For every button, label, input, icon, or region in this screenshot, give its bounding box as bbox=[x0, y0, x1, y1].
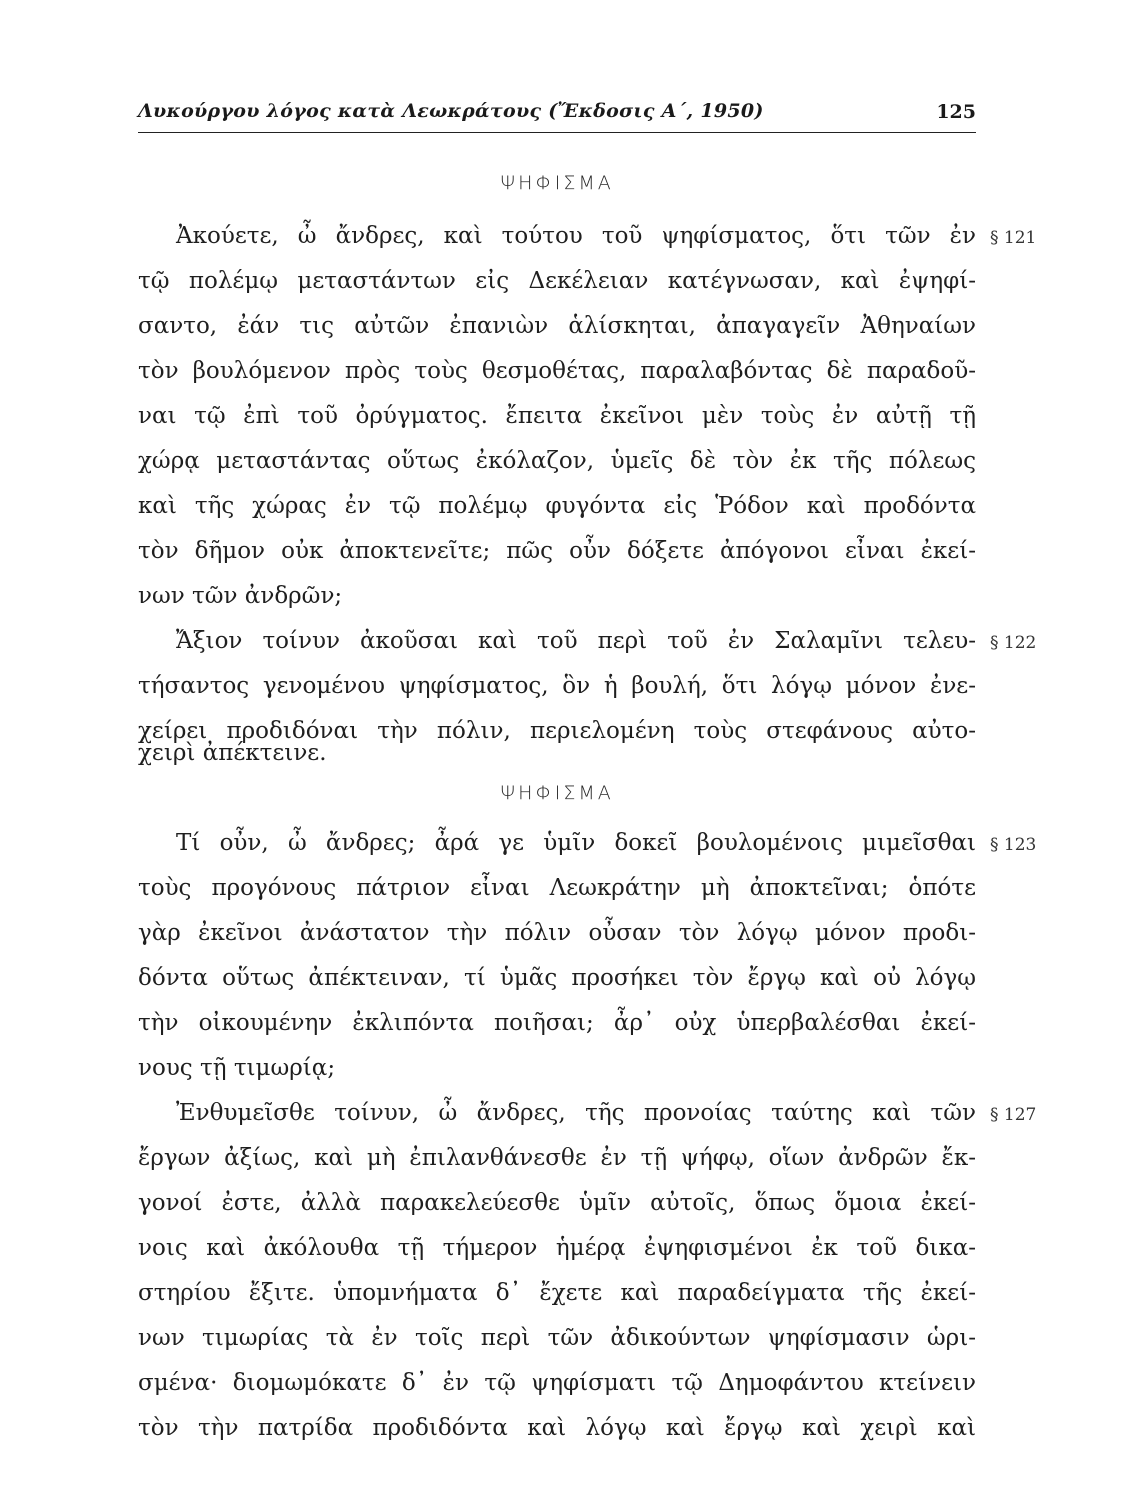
text-line: χειρὶ ἀπέκτεινε. bbox=[138, 740, 327, 766]
text-line: νους τῇ τιμωρίᾳ; bbox=[138, 1055, 336, 1081]
text-line: καὶ τῆς χώρας ἐν τῷ πολέμῳ φυγόντα εἰς Ῥόδον καὶ προδόντα bbox=[138, 493, 976, 519]
section-ref: § 127 bbox=[990, 1105, 1037, 1125]
text-line: σαντο, ἐάν τις αὐτῶν ἐπανιὼν ἁλίσκηται, ἀπαγαγεῖν Ἀθηναίων bbox=[138, 313, 976, 339]
text-line: γὰρ ἐκεῖνοι ἀνάστατον τὴν πόλιν οὖσαν τὸν λόγῳ μόνον προδι- bbox=[138, 920, 976, 946]
text-line: χείρει προδιδόναι τὴν πόλιν, περιελομένη τοὺς στεφάνους αὐτο- bbox=[138, 718, 976, 744]
text-line: Τί οὖν, ὦ ἄνδρες; ἆρά γε ὑμῖν δοκεῖ βουλομένοις μιμεῖσθαι bbox=[176, 830, 976, 856]
text-line: ἔργων ἀξίως, καὶ μὴ ἐπιλανθάνεσθε ἐν τῇ ψήφῳ, οἵων ἀνδρῶν ἔκ- bbox=[138, 1145, 976, 1171]
text-line: στηρίου ἔξιτε. ὑπομνήματα δ᾽ ἔχετε καὶ παραδείγματα τῆς ἐκεί- bbox=[138, 1280, 976, 1306]
text-line: τῷ πολέμῳ μεταστάντων εἰς Δεκέλειαν κατέγνωσαν, καὶ ἐψηφί- bbox=[138, 268, 976, 294]
text-line: δόντα οὕτως ἀπέκτειναν, τί ὑμᾶς προσήκει τὸν ἔργῳ καὶ οὐ λόγῳ bbox=[138, 965, 976, 991]
text-line: ναι τῷ ἐπὶ τοῦ ὀρύγματος. ἔπειτα ἐκεῖνοι μὲν τοὺς ἐν αὐτῇ τῇ bbox=[138, 403, 976, 429]
text-line: τὸν τὴν πατρίδα προδιδόντα καὶ λόγῳ καὶ ἔργῳ καὶ χειρὶ καὶ bbox=[138, 1415, 976, 1441]
header-title: Λυκούργου λόγος κατὰ Λεωκράτους (Ἔκδοσις Α΄, 1950) bbox=[138, 100, 764, 122]
text-line: Ἄξιον τοίνυν ἀκοῦσαι καὶ τοῦ περὶ τοῦ ἐν Σαλαμῖνι τελευ- bbox=[176, 628, 976, 654]
section-ref: § 123 bbox=[990, 835, 1037, 855]
text-line: τὸν δῆμον οὐκ ἀποκτενεῖτε; πῶς οὖν δόξετε ἀπόγονοι εἶναι ἐκεί- bbox=[138, 538, 976, 564]
running-header bbox=[138, 100, 976, 133]
text-line: νων τιμωρίας τὰ ἐν τοῖς περὶ τῶν ἀδικούντων ψηφίσμασιν ὡρι- bbox=[138, 1325, 976, 1351]
text-line: νων τῶν ἀνδρῶν; bbox=[138, 583, 343, 609]
text-line: χώρᾳ μεταστάντας οὕτως ἐκόλαζον, ὑμεῖς δὲ τὸν ἐκ τῆς πόλεως bbox=[138, 448, 976, 474]
text-line: τοὺς προγόνους πάτριον εἶναι Λεωκράτην μὴ ἀποκτεῖναι; ὁπότε bbox=[138, 875, 976, 901]
text-line: τὴν οἰκουμένην ἐκλιπόντα ποιῆσαι; ἆρ᾽ οὐχ ὑπερβαλέσθαι ἐκεί- bbox=[138, 1010, 976, 1036]
section-heading: ΨΗΦΙΣΜΑ bbox=[500, 172, 614, 194]
text-line: τὸν βουλόμενον πρὸς τοὺς θεσμοθέτας, παραλαβόντας δὲ παραδοῦ- bbox=[138, 358, 976, 384]
text-line: τήσαντος γενομένου ψηφίσματος, ὃν ἡ βουλή, ὅτι λόγῳ μόνον ἐνε- bbox=[138, 673, 976, 699]
text-line: Ἐνθυμεῖσθε τοίνυν, ὦ ἄνδρες, τῆς προνοίας ταύτης καὶ τῶν bbox=[176, 1100, 976, 1126]
section-ref: § 121 bbox=[990, 228, 1037, 248]
text-line: σμένα· διομωμόκατε δ᾽ ἐν τῷ ψηφίσματι τῷ Δημοφάντου κτείνειν bbox=[138, 1370, 976, 1396]
text-line: γονοί ἐστε, ἀλλὰ παρακελεύεσθε ὑμῖν αὐτοῖς, ὅπως ὅμοια ἐκεί- bbox=[138, 1190, 976, 1216]
text-line: νοις καὶ ἀκόλουθα τῇ τήμερον ἡμέρᾳ ἐψηφισμένοι ἐκ τοῦ δικα- bbox=[138, 1235, 976, 1261]
text-line: Ἀκούετε, ὦ ἄνδρες, καὶ τούτου τοῦ ψηφίσματος, ὅτι τῶν ἐν bbox=[176, 223, 976, 249]
section-heading: ΨΗΦΙΣΜΑ bbox=[500, 782, 614, 804]
page-number: 125 bbox=[936, 101, 976, 123]
section-ref: § 122 bbox=[990, 633, 1037, 653]
